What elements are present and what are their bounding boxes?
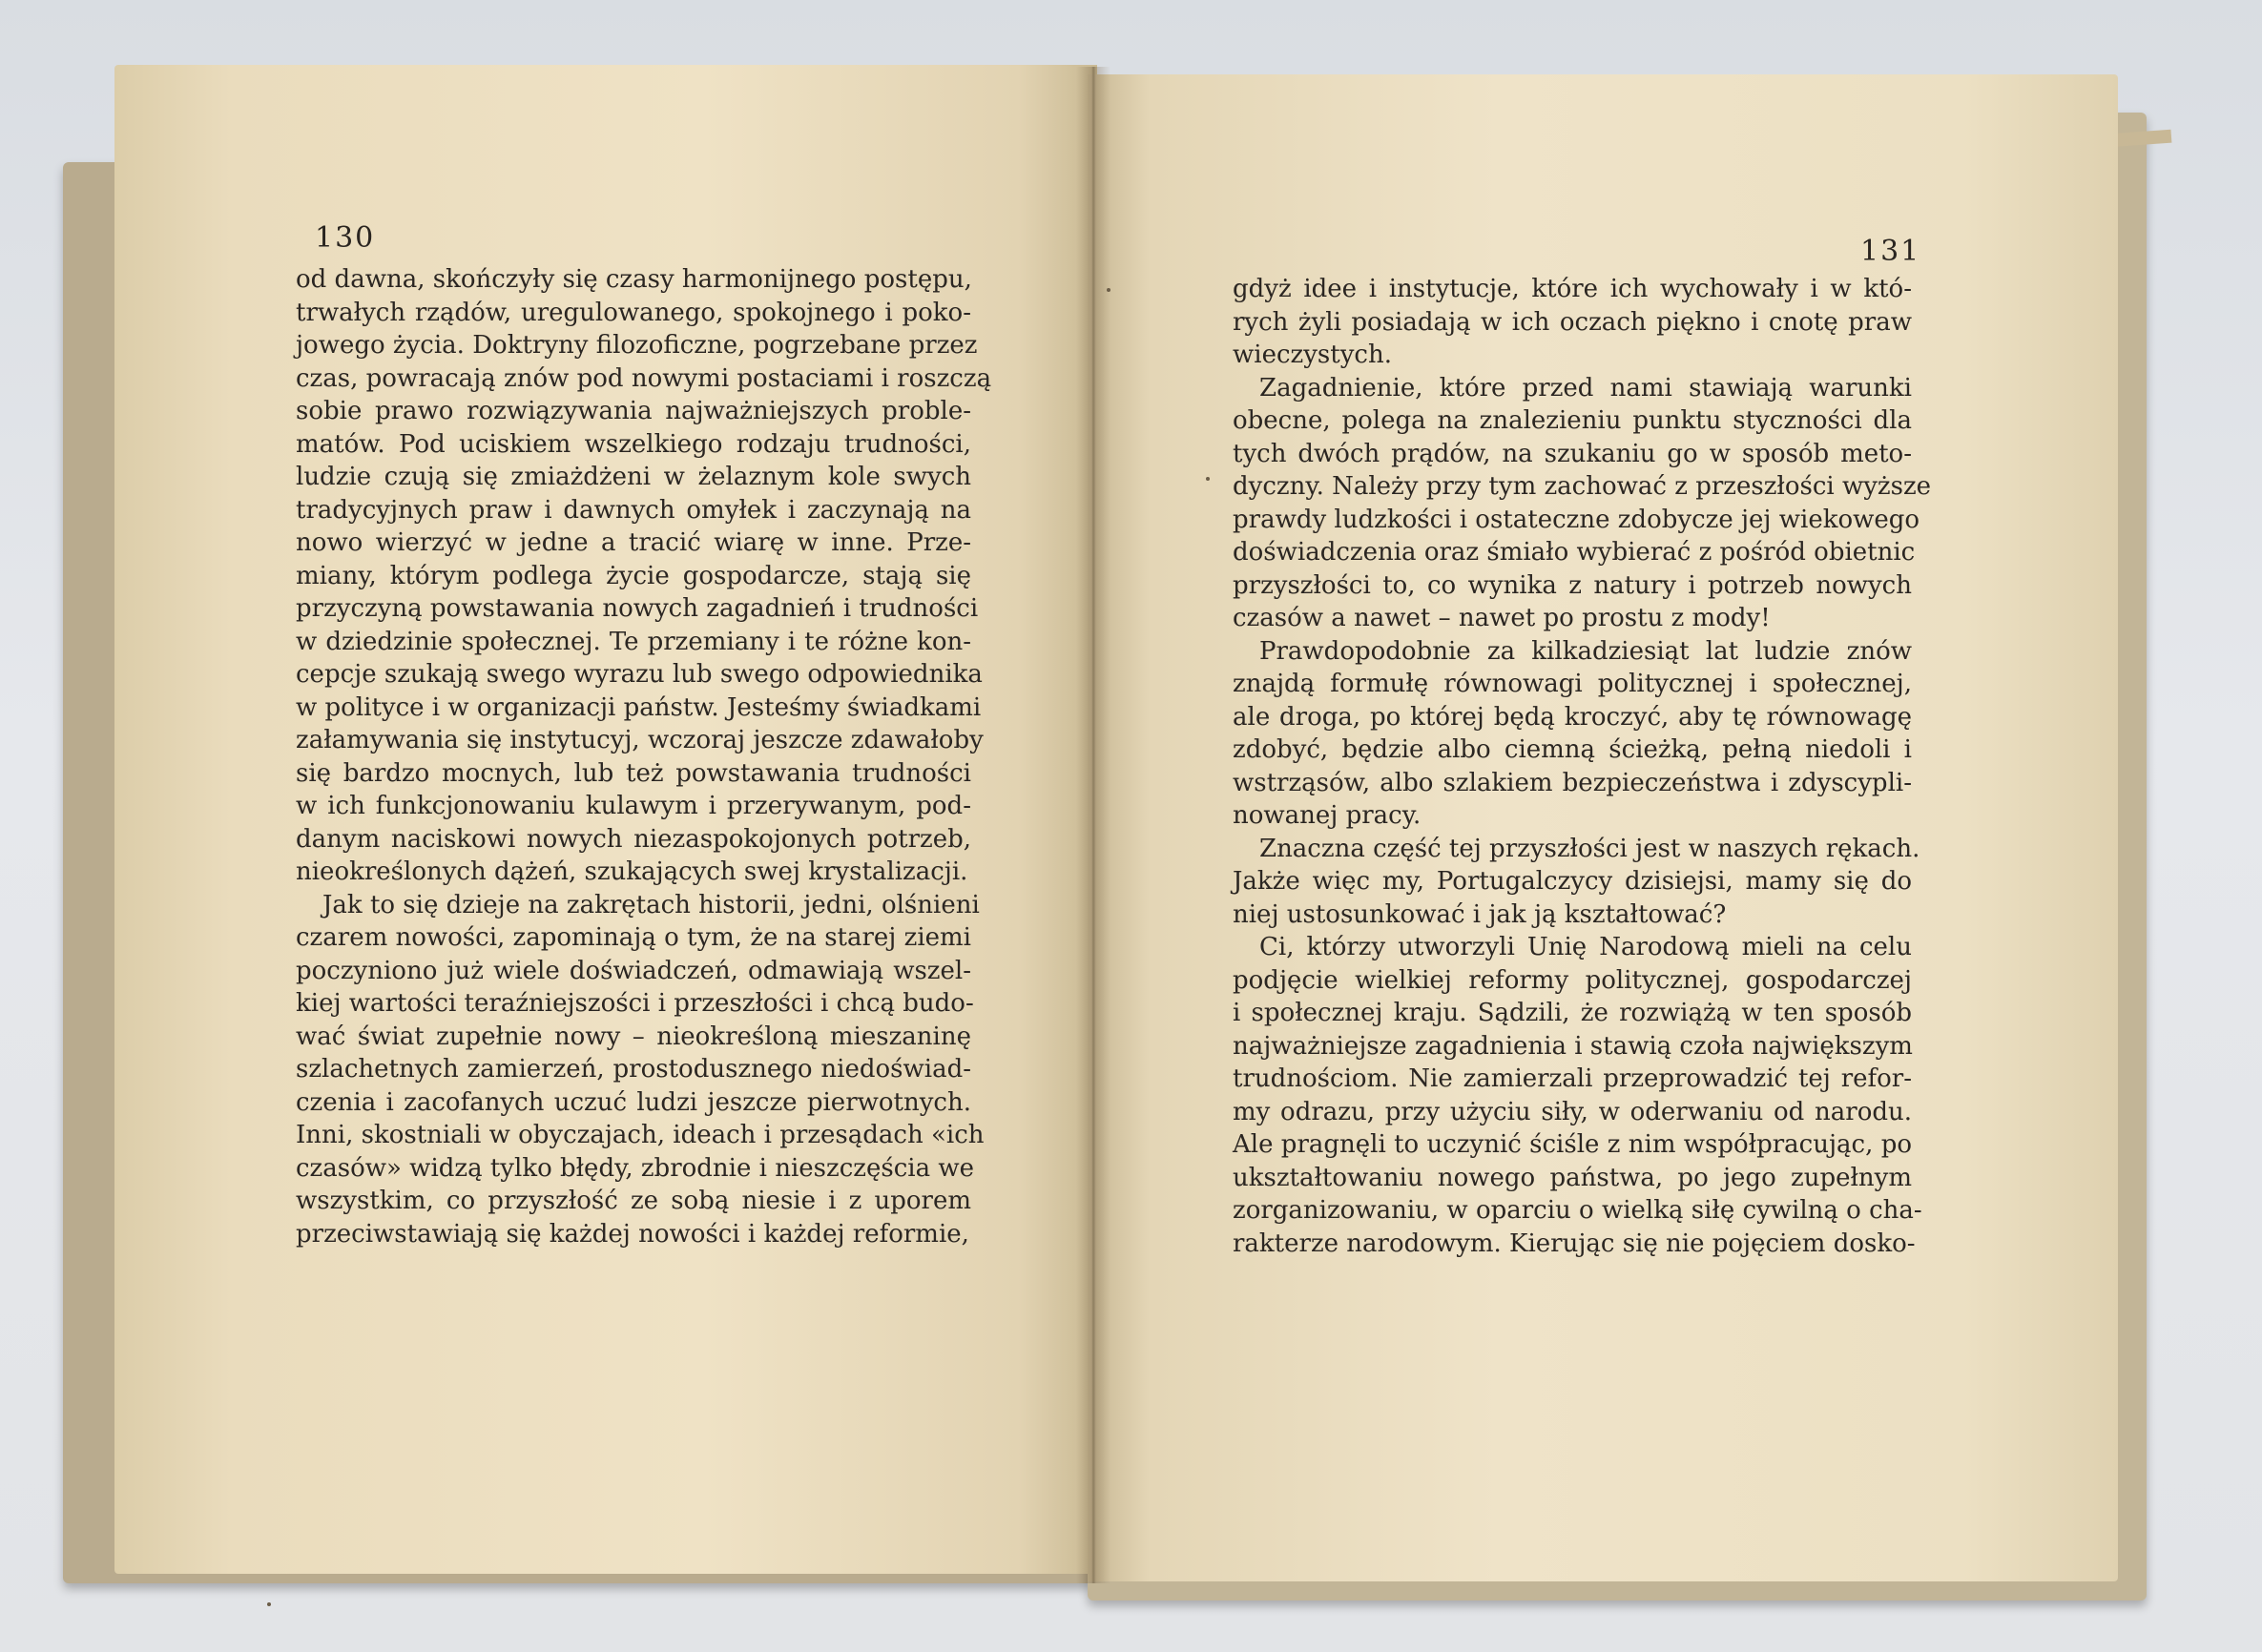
left-text-line: przeciwstawiają się każdej nowości i każdej reformie, (296, 1219, 969, 1249)
right-text-line: Ci, którzy utworzyli Unię Narodową mieli na celu (1259, 933, 1912, 961)
right-text-line: my odrazu, przy użyciu siły, w oderwaniu od narodu. (1233, 1097, 1912, 1126)
right-text-line: Zagadnienie, które przed nami stawiają warunki (1259, 373, 1912, 403)
left-text-line: wszystkim, co przyszłość ze sobą niesie i z uporem (296, 1187, 971, 1215)
book-gutter (1076, 67, 1110, 1583)
right-page-text (1233, 273, 1932, 1260)
left-text-line: w polityce i w organizacji państw. Jesteśmy świadkami (296, 692, 982, 722)
left-text-line: nowo wierzyć w jedne a tracić wiarę w inne. Prze- (296, 528, 971, 557)
right-text-line: zdobyć, będzie albo ciemną ścieżką, pełną niedoli i (1233, 735, 1912, 764)
right-text-line: najważniejsze zagadnienia i stawią czoła największym (1233, 1031, 1913, 1061)
left-text-line: trwałych rządów, uregulowanego, spokojnego i poko- (296, 298, 971, 327)
right-text-line: i społecznej kraju. Sądzili, że rozwiążą w ten sposób (1233, 999, 1912, 1027)
left-text-line: załamywania się instytucyj, wczoraj jeszcze zdawałoby (296, 726, 984, 754)
right-text-line: przyszłości to, co wynika z natury i potrzeb nowych (1233, 570, 1912, 600)
right-text-line: prawdy ludzkości i ostateczne zdobycze jej wiekowego (1233, 505, 1920, 534)
right-text-line: niej ustosunkować i jak ją kształtować? (1233, 899, 1727, 929)
left-text-line: czarem nowości, zapominają o tym, że na starej ziemi (296, 923, 971, 952)
right-text-line: dyczny. Należy przy tym zachować z przeszłości wyższe (1233, 472, 1932, 501)
right-text-line: podjęcie wielkiej reformy politycznej, gospodarczej (1233, 965, 1912, 995)
paper-speck (1206, 477, 1210, 481)
left-text-line: miany, którym podlega życie gospodarcze, stają się (296, 561, 971, 590)
left-text-line: tradycyjnych praw i dawnych omyłek i zaczynają na (296, 495, 971, 525)
left-text-line: kiej wartości teraźniejszości i przeszłości i chcą budo- (296, 989, 974, 1018)
right-text-line: doświadczenia oraz śmiało wybierać z pośród obietnic (1233, 538, 1916, 567)
left-text-line: Inni, skostniali w obyczajach, ideach i przesądach «ich (296, 1121, 985, 1149)
right-text-line: obecne, polega na znalezieniu punktu styczności dla (1233, 406, 1912, 435)
left-text-line: danym naciskowi nowych niezaspokojonych potrzeb, (296, 824, 971, 854)
left-text-line: nieokreślonych dążeń, szukających swej krystalizacji. (296, 857, 968, 886)
left-text-line: w dziedzinie społecznej. Te przemiany i te różne kon- (296, 627, 971, 656)
right-text-line: trudnościom. Nie zamierzali przeprowadzić tej refor- (1233, 1064, 1912, 1093)
page-number-right: 131 (1860, 235, 1921, 268)
left-text-line: czenia i zacofanych uczuć ludzi jeszcze pierwotnych. (296, 1087, 971, 1117)
right-text-line: ukształtowaniu nowego państwa, po jego zupełnym (1233, 1163, 1912, 1192)
left-text-line: wać świat zupełnie nowy – nieokreśloną mieszaninę (296, 1022, 971, 1051)
left-text-line: cepcje szukają swego wyrazu lub swego odpowiednika (296, 660, 983, 689)
left-text-line: Jak to się dzieje na zakrętach historii, jedni, olśnieni (322, 890, 980, 919)
right-text-line: tych dwóch prądów, na szukaniu go w sposób meto- (1233, 439, 1912, 468)
left-text-line: czas, powracają znów pod nowymi postaciami i roszczą (296, 363, 992, 393)
right-text-line: wstrząsów, albo szlakiem bezpieczeństwa i zdyscypli- (1233, 768, 1912, 797)
right-text-line: nowanej pracy. (1233, 801, 1422, 830)
left-text-line: matów. Pod uciskiem wszelkiego rodzaju trudności, (296, 429, 971, 459)
left-text-line: w ich funkcjonowaniu kulawym i przerywanym, pod- (296, 792, 971, 820)
right-text-line: gdyż idee i instytucje, które ich wychowały i w któ- (1233, 275, 1912, 303)
left-text-line: czasów» widzą tylko błędy, zbrodnie i nieszczęścia we (296, 1153, 974, 1183)
right-text-line: znajdą formułę równowagi politycznej i społecznej, (1233, 670, 1912, 698)
right-text-line: Znaczna część tej przyszłości jest w naszych rękach. (1259, 834, 1920, 863)
paper-speck (267, 1602, 271, 1606)
right-text-line: Jakże więc my, Portugalczycy dzisiejsi, mamy się do (1233, 867, 1912, 896)
left-text-line: jowego życia. Doktryny filozoficzne, pogrzebane przez (296, 331, 978, 360)
left-text-line: poczyniono już wiele doświadczeń, odmawiają wszel- (296, 956, 971, 985)
right-text-line: ale droga, po której będą kroczyć, aby tę równowagę (1233, 702, 1912, 732)
right-text-line: wieczystych. (1233, 341, 1392, 369)
left-text-line: przyczyną powstawania nowych zagadnień i trudności (296, 594, 979, 623)
left-text-line: się bardzo mocnych, lub też powstawania trudności (296, 758, 971, 788)
right-text-line: Prawdopodobnie za kilkadziesiąt lat ludzie znów (1259, 636, 1912, 666)
page-number-left: 130 (315, 221, 376, 255)
left-text-line: sobie prawo rozwiązywania najważniejszych proble- (296, 397, 971, 425)
left-text-line: ludzie czują się zmiażdżeni w żelaznym kole swych (296, 463, 971, 491)
left-page-text (296, 263, 992, 1250)
right-text-line: rych żyli posiadają w ich oczach piękno i cnotę praw (1233, 307, 1912, 337)
right-text-line: rakterze narodowym. Kierując się nie pojęciem dosko- (1233, 1229, 1916, 1258)
left-text-line: od dawna, skończyły się czasy harmonijnego postępu, (296, 265, 972, 294)
right-text-line: zorganizowaniu, w oparciu o wielką siłę cywilną o cha- (1233, 1196, 1922, 1225)
right-text-line: czasów a nawet – nawet po prostu z mody! (1233, 604, 1771, 632)
left-text-line: szlachetnych zamierzeń, prostodusznego niedoświad- (296, 1055, 971, 1084)
paper-speck (1107, 288, 1110, 292)
right-text-line: Ale pragnęli to uczynić ściśle z nim współpracując, po (1233, 1130, 1912, 1159)
